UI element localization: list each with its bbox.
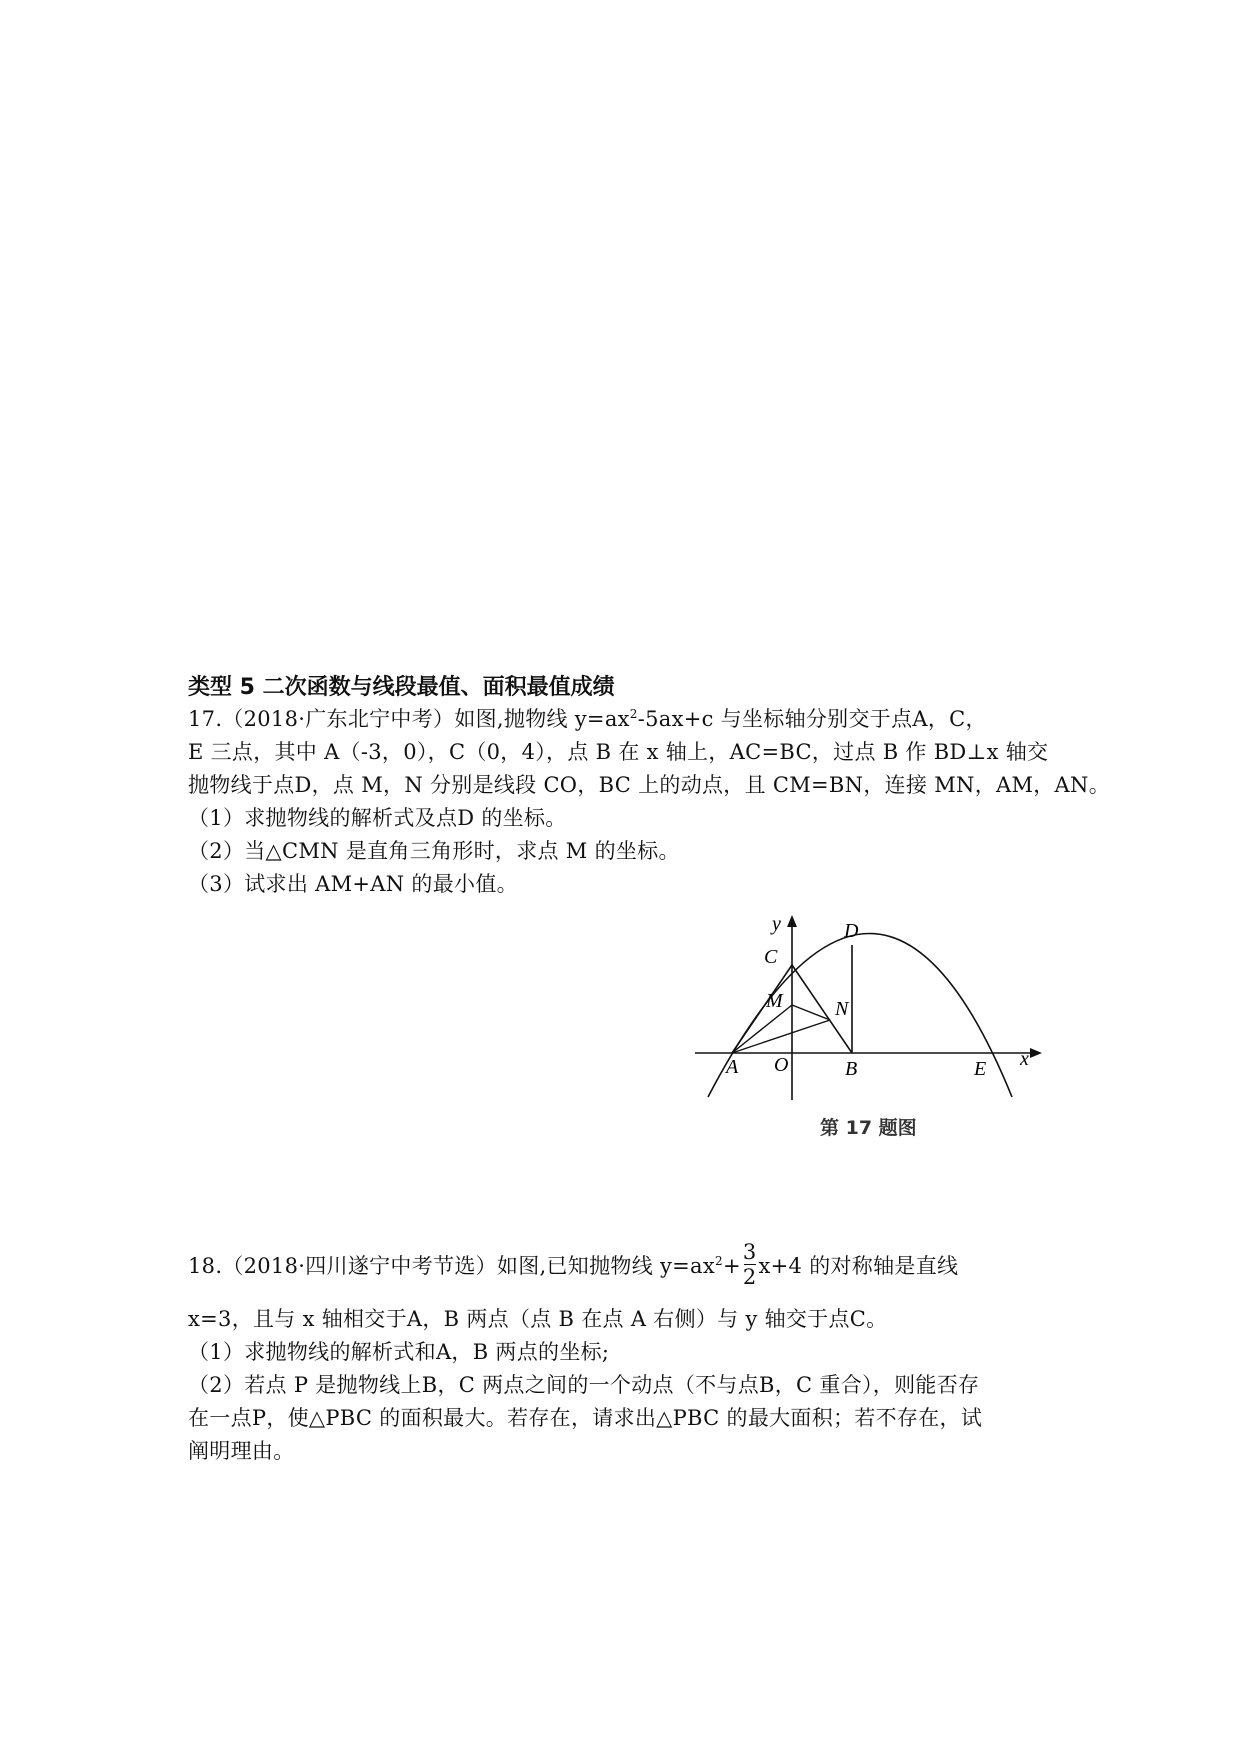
problem17-line3: 抛物线于点D，点 M，N 分别是线段 CO，BC 上的动点，且 CM=BN，连接 MN，AM，AN。 bbox=[188, 773, 1110, 797]
problem18-line1-start: 18.（2018·四川遂宁中考节选）如图,已知抛物线 y=ax bbox=[188, 1254, 715, 1278]
problem18-line1-end: x+4 的对称轴是直线 bbox=[758, 1254, 959, 1278]
fraction-three-halves bbox=[743, 1240, 757, 1289]
label-e: E bbox=[974, 1058, 987, 1080]
parabola-curve bbox=[708, 934, 1012, 1098]
problem17-question2: （2）当△CMN 是直角三角形时，求点 M 的坐标。 bbox=[188, 839, 680, 863]
parabola-diagram bbox=[690, 905, 1060, 1145]
plus-sign: + bbox=[722, 1254, 741, 1278]
section-heading: 类型 5 二次函数与线段最值、面积最值成绩 bbox=[188, 675, 615, 700]
label-o: O bbox=[774, 1054, 789, 1076]
problem17-question3: （3）试求出 AM+AN 的最小值。 bbox=[188, 872, 518, 896]
segment-am bbox=[732, 1005, 792, 1053]
figure-caption: 第 17 题图 bbox=[820, 1117, 917, 1139]
label-y: y bbox=[772, 913, 781, 935]
problem17-line1-end: -5ax+c 与坐标轴分别交于点A，C， bbox=[637, 707, 987, 731]
problem17-line1-start: 17.（2018·广东北宁中考）如图,抛物线 y=ax bbox=[188, 707, 630, 731]
x-axis-arrow bbox=[1030, 1048, 1042, 1058]
problem17-line2: E 三点，其中 A（-3，0），C（0，4），点 B 在 x 轴上，AC=BC，过点 B 作 BD⊥x 轴交 bbox=[188, 740, 1049, 764]
problem18-question1: （1）求抛物线的解析式和A，B 两点的坐标; bbox=[188, 1340, 610, 1364]
exponent: 2 bbox=[629, 707, 638, 721]
label-m: M bbox=[766, 990, 783, 1012]
problem18-question2: （2）若点 P 是抛物线上B，C 两点之间的一个动点（不与点B，C 重合），则能否存 bbox=[188, 1373, 980, 1397]
segment-an bbox=[732, 1020, 830, 1053]
segment-ac bbox=[732, 965, 792, 1053]
fraction-denominator: 2 bbox=[742, 1265, 757, 1289]
y-axis-arrow bbox=[787, 915, 797, 927]
label-x: x bbox=[1020, 1048, 1029, 1070]
label-d: D bbox=[844, 920, 859, 942]
problem17-figure bbox=[690, 905, 1060, 1145]
label-b: B bbox=[845, 1058, 858, 1080]
problem18-question2-end: 阐明理由。 bbox=[188, 1439, 295, 1463]
label-n: N bbox=[835, 998, 849, 1020]
problem18-question2-cont: 在一点P，使△PBC 的面积最大。若存在，请求出△PBC 的最大面积；若不存在，试 bbox=[188, 1406, 983, 1430]
problem17-question1: （1）求抛物线的解析式及点D 的坐标。 bbox=[188, 806, 567, 830]
exponent: 2 bbox=[715, 1254, 723, 1268]
label-a: A bbox=[726, 1056, 739, 1078]
label-c: C bbox=[764, 946, 778, 968]
problem18-line1 bbox=[188, 1240, 959, 1292]
fraction-numerator: 3 bbox=[742, 1240, 757, 1264]
problem17-line1 bbox=[188, 703, 987, 733]
problem18-line2: x=3，且与 x 轴相交于A，B 两点（点 B 在点 A 右侧）与 y 轴交于点C。 bbox=[188, 1307, 888, 1331]
